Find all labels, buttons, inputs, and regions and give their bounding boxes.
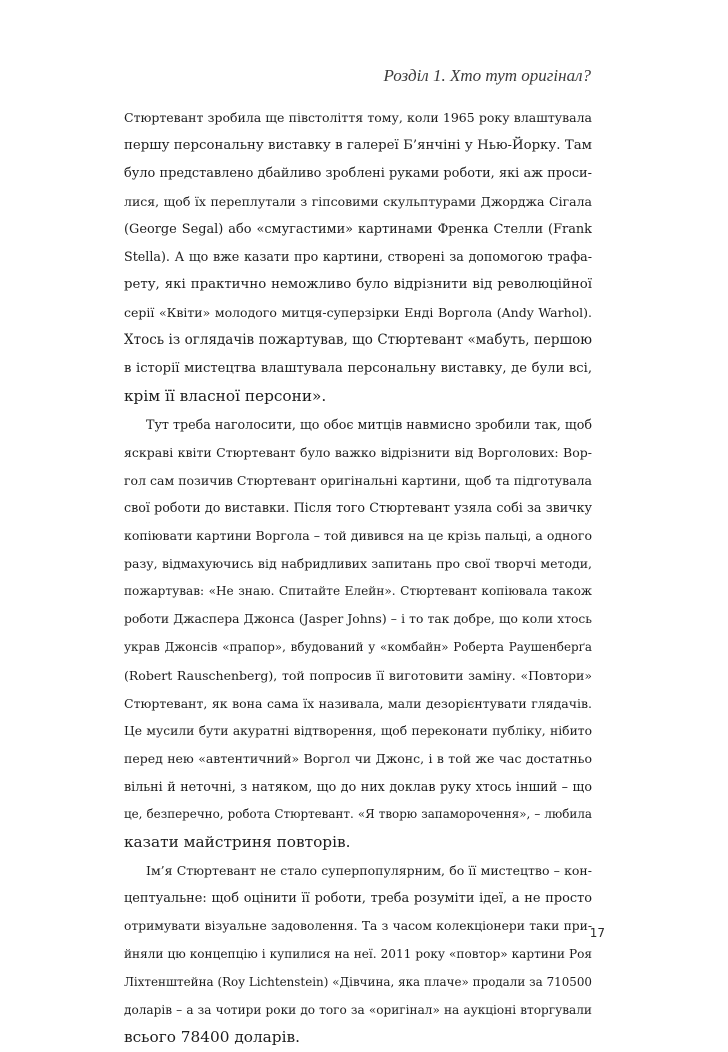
text-line: першу персональну виставку в галереї Б’янчіні у Нью-Йорку. Там bbox=[124, 137, 592, 153]
text-line: цептуальне: щоб оцінити її роботи, треба розуміти ідеї, а не просто bbox=[124, 890, 592, 906]
text-line: гол сам позичив Стюртевант оригінальні картини, щоб та підготувала bbox=[124, 472, 592, 488]
text-line: доларів – а за чотири роки до того за «оригінал» на аукціоні вторгували bbox=[124, 1002, 592, 1017]
text-line: було представлено дбайливо зроблені руками роботи, які аж проси- bbox=[124, 165, 592, 181]
paragraph bbox=[124, 104, 592, 411]
text-line: перед нею «автентичний» Воргол чи Джонс, і в той же час достатньо bbox=[124, 751, 592, 767]
text-line: (Robert Rauschenberg), той попросив її виготовити заміну. «Повтори» bbox=[124, 667, 592, 683]
text-line: вільні й неточні, з натяком, що до них доклав руку хтось інший – що bbox=[124, 779, 592, 795]
text-line: роботи Джаспера Джонса (Jasper Johns) – і то так добре, що коли хтось bbox=[124, 612, 592, 627]
text-line: серії «Квіти» молодого митця-суперзірки Енді Воргола (Andy Warhol). bbox=[124, 305, 592, 321]
text-line: Стюртевант, як вона сама їх називала, мали дезорієнтувати глядачів. bbox=[124, 695, 592, 711]
text-line: украв Джонсів «прапор», вбудований у «комбайн» Роберта Раушенберґа bbox=[124, 639, 592, 654]
text-line: Stella). А що вже казати про картини, створені за допомогою трафа- bbox=[124, 249, 592, 265]
text-line: отримувати візуальне задоволення. Та з часом колекціонери таки при- bbox=[124, 918, 592, 933]
text-line: Хтось із оглядачів пожартував, що Стюртевант «мабуть, першою bbox=[124, 332, 592, 349]
text-line: казати майстриня повторів. bbox=[124, 833, 351, 852]
text-line: Тут треба наголосити, що обоє митців навмисно зробили так, щоб bbox=[146, 416, 592, 432]
text-line: яскраві квіти Стюртевант було важко відрізнити від Ворголових: Вор- bbox=[124, 444, 592, 460]
text-line: всього 78400 доларів. bbox=[124, 1028, 300, 1047]
text-line: (George Segal) або «смугастими» картинами Френка Стелли (Frank bbox=[124, 221, 592, 237]
text-line: це, безперечно, робота Стюртевант. «Я творю запаморочення», – любила bbox=[124, 807, 592, 822]
text-line: Ліхтенштейна (Roy Lichtenstein) «Дівчина, яка плаче» продали за 710500 bbox=[124, 974, 592, 989]
text-line: пожартував: «Не знаю. Спитайте Елейн». Стюртевант копіювала також bbox=[124, 584, 592, 599]
text-line: йняли цю концепцію і купилися на неї. 2011 року «повтор» картини Роя bbox=[124, 946, 592, 961]
text-line: разу, відмахуючись від набридливих запитань про свої творчі методи, bbox=[124, 556, 592, 572]
text-line: свої роботи до виставки. Після того Стюртевант узяла собі за звичку bbox=[124, 500, 592, 516]
text-line: Стюртевант зробила ще півстоліття тому, коли 1965 року влаштувала bbox=[124, 110, 592, 125]
body-text bbox=[124, 104, 592, 1052]
text-line: копіювати картини Воргола – той дивився на це крізь пальці, а одного bbox=[124, 528, 592, 544]
text-line: крім її власної персони». bbox=[124, 386, 327, 405]
text-line: лися, щоб їх переплутали з гіпсовими скульптурами Джорджа Сігала bbox=[124, 193, 592, 209]
text-line: рету, які практично неможливо було відрізнити від революційної bbox=[124, 277, 592, 293]
paragraph bbox=[124, 857, 592, 1052]
paragraph bbox=[124, 411, 592, 857]
running-head: Розділ 1. Хто тут оригінал? bbox=[383, 66, 591, 85]
text-line: Це мусили бути акуратні відтворення, щоб переконати публіку, нібито bbox=[124, 723, 592, 738]
text-line: в історії мистецтва влаштувала персональну виставку, де були всі, bbox=[124, 361, 592, 377]
page-number: 17 bbox=[589, 926, 605, 940]
text-line: Ім’я Стюртевант не стало суперпопулярним, бо її мистецтво – кон- bbox=[146, 863, 592, 879]
